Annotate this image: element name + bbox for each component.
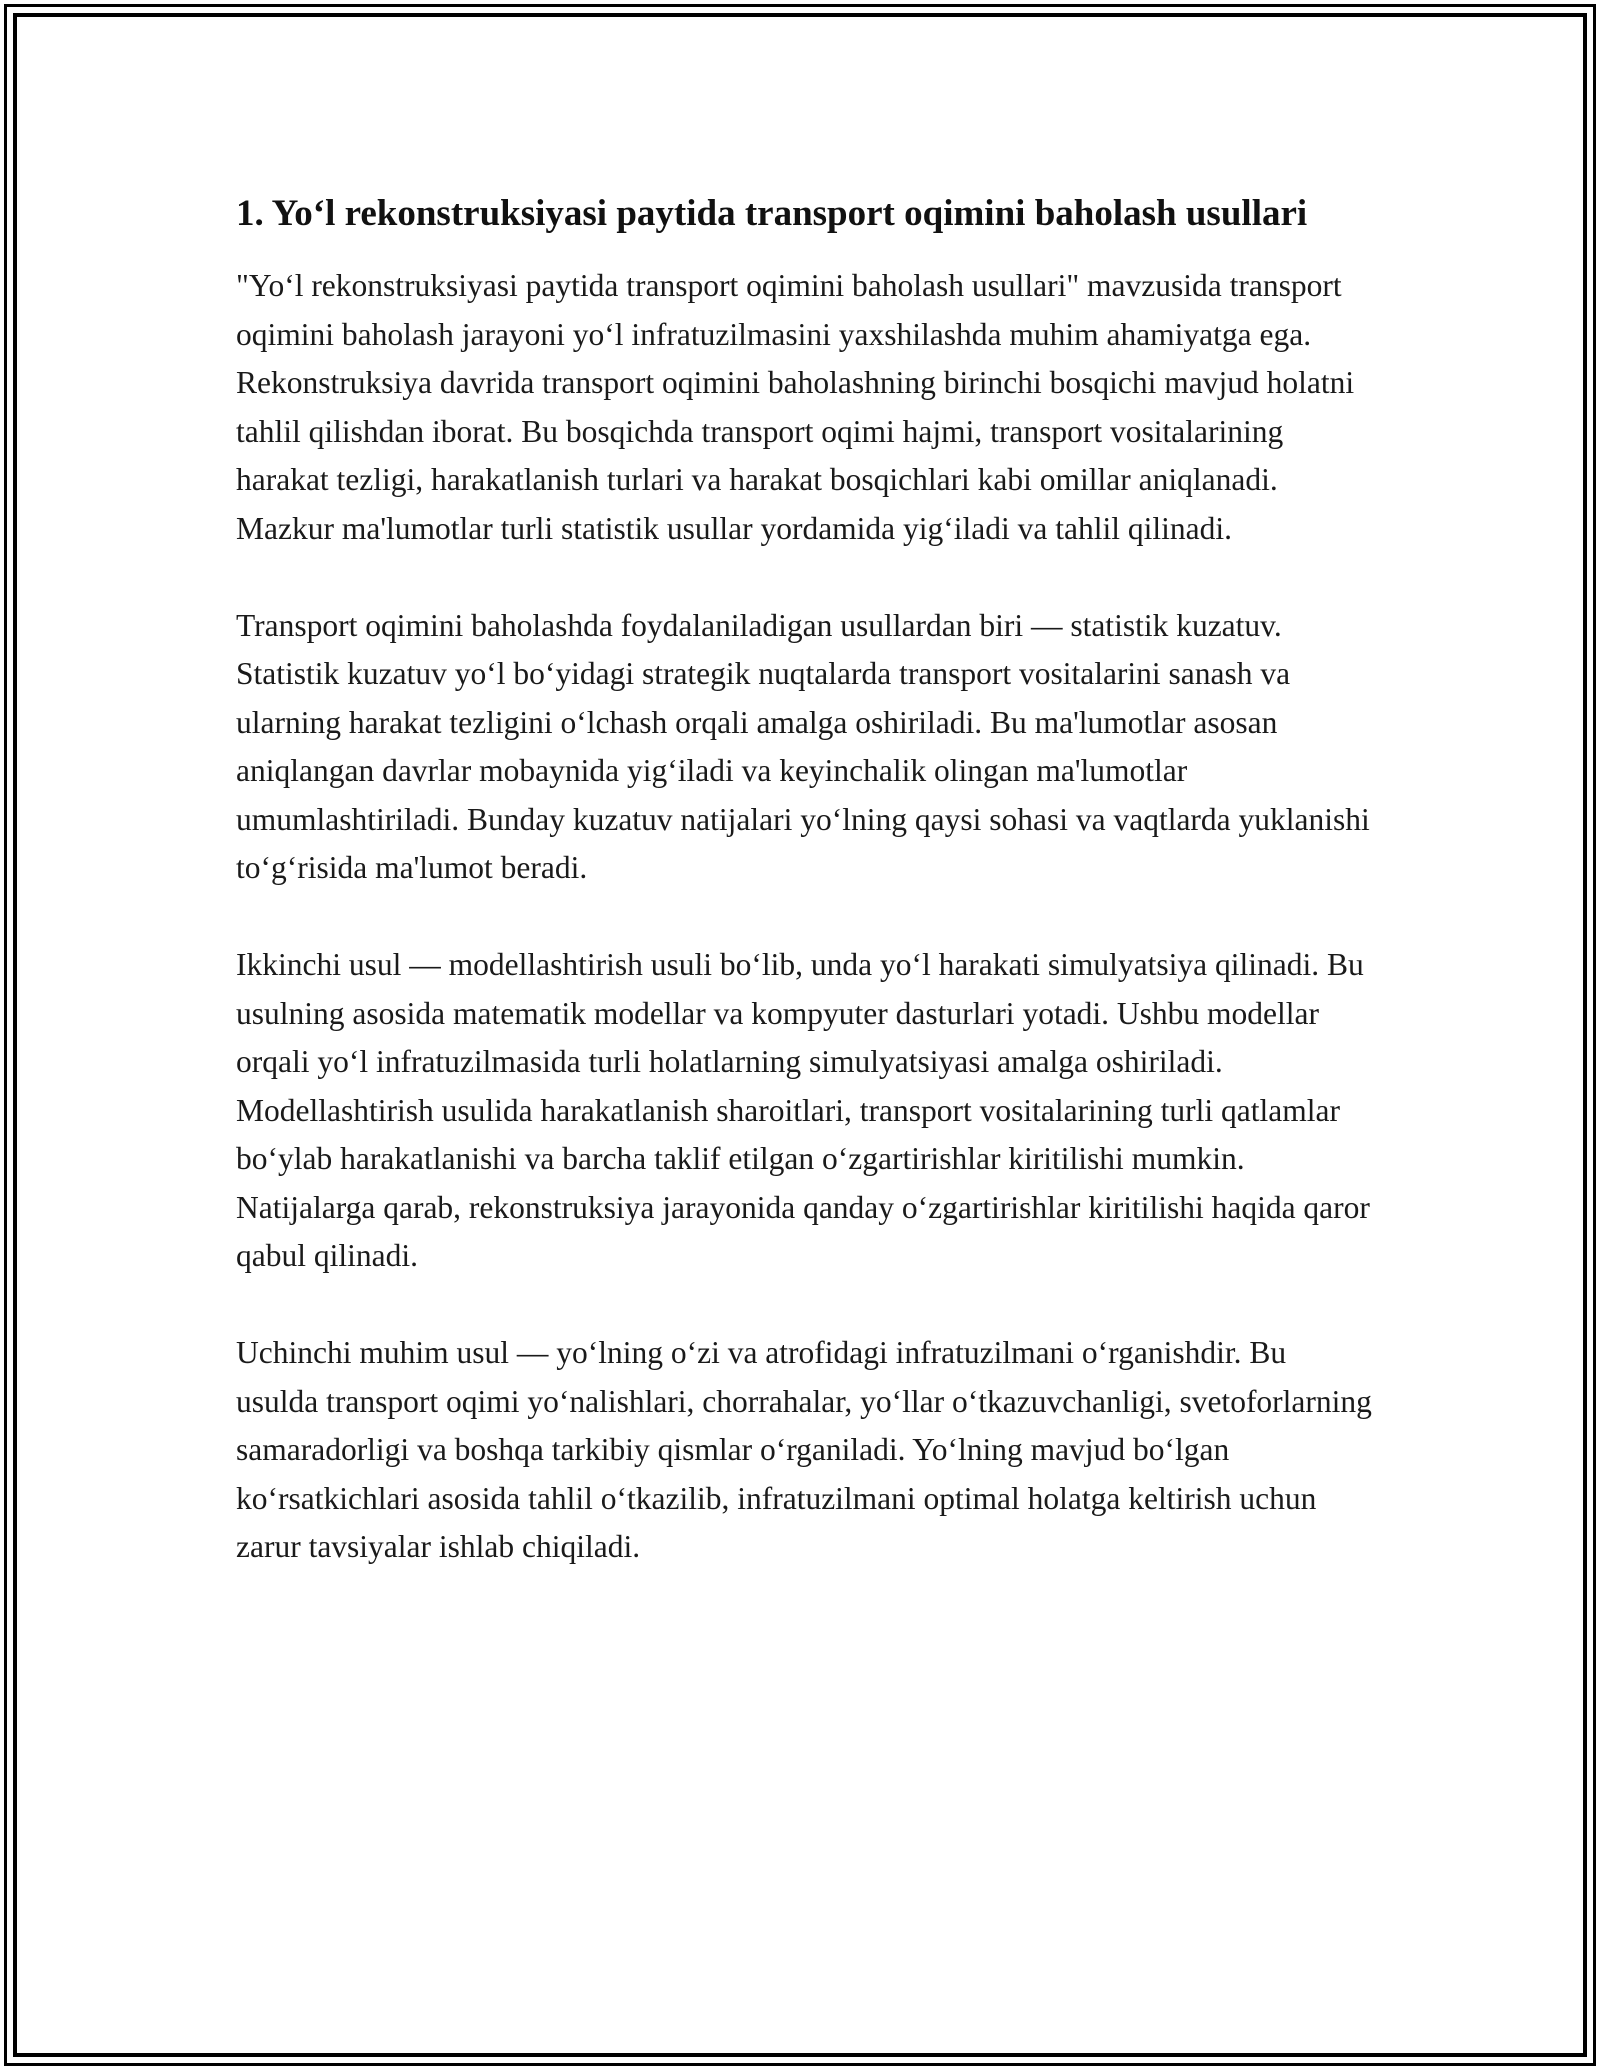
paragraph-infrastructure-study: Uchinchi muhim usul — yo‘lning o‘zi va atrofidagi infratuzilmani o‘rganishdir. Bu usulda transport oqimi yo‘nalishlari, chorrahalar, yo‘llar o‘tkazuvchanligi, svetoforlarning samaradorligi va boshqa tarkibiy qismlar o‘rganiladi. Yo‘lning mavjud bo‘lgan ko‘rsatkichlari asosida tahlil o‘tkazilib, infratuzilmani optimal holatga keltirish uchun zarur tavsiyalar ishlab chiqiladi. [236, 1335, 1372, 1564]
document-body [236, 186, 1376, 1620]
paragraph-intro: "Yo‘l rekonstruksiyasi paytida transport oqimini baholash usullari" mavzusida transport oqimini baholash jarayoni yo‘l infratuzilmasini yaxshilashda muhim ahamiyatga ega. Rekonstruksiya davrida transport oqimini baholashning birinchi bosqichi mavjud holatni tahlil qilishdan iborat. Bu bosqichda transport oqimi hajmi, transport vositalarining harakat tezligi, harakatlanish turlari va harakat bosqichlari kabi omillar aniqlanadi. Mazkur ma'lumotlar turli statistik usullar yordamida yig‘iladi va tahlil qilinadi. [236, 268, 1355, 546]
section-heading: 1. Yo‘l rekonstruksiyasi paytida transport oqimini baholash usullari [236, 193, 1308, 234]
paragraph-modelling-method: Ikkinchi usul — modellashtirish usuli bo‘lib, unda yo‘l harakati simulyatsiya qilinadi. Bu usulning asosida matematik modellar va kompyuter dasturlari yotadi. Ushbu modellar orqali yo‘l infratuzilmasida turli holatlarning simulyatsiyasi amalga oshiriladi. Modellashtirish usulida harakatlanish sharoitlari, transport vositalarining turli qatlamlar bo‘ylab harakatlanishi va barcha taklif etilgan o‘zgartirishlar kiritilishi mumkin. Natijalarga qarab, rekonstruksiya jarayonida qanday o‘zgartirishlar kiritilishi haqida qaror qabul qilinadi. [236, 947, 1370, 1273]
paragraph-statistical-observation: Transport oqimini baholashda foydalaniladigan usullardan biri — statistik kuzatuv. Statistik kuzatuv yo‘l bo‘yidagi strategik nuqtalarda transport vositalarini sanash va ularning harakat tezligini o‘lchash orqali amalga oshiriladi. Bu ma'lumotlar asosan aniqlangan davrlar mobaynida yig‘iladi va keyinchalik olingan ma'lumotlar umumlashtiriladi. Bunday kuzatuv natijalari yo‘lning qaysi sohasi va vaqtlarda yuklanishi to‘g‘risida ma'lumot beradi. [236, 607, 1370, 885]
